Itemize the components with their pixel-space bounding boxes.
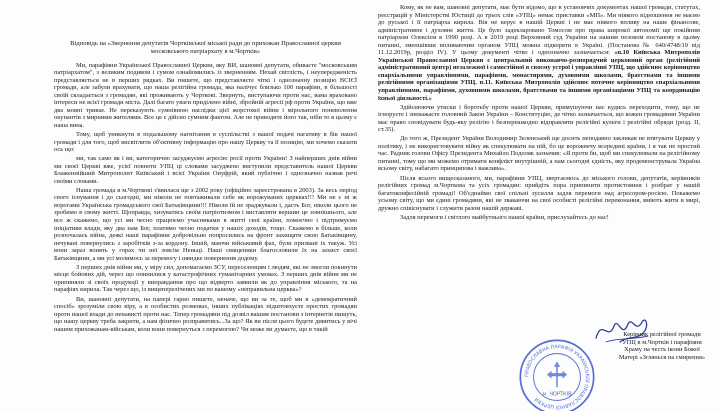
signature-line-3: Храму на честь ікони Божої [624, 346, 700, 354]
left-paragraph-6: Ви, шановні депутати, на папері гарно пишете, неначе, що ви за те, щоб ми в «демократичний спосіб» зрозуміли свою віру, а в особистих розмовах, інших публікаціях підштовхуєте простих громадян проти нашої влади до ненависті проти нас. Тепер громадяни під дозвіл вашим постанови з інтернетів пишуть, що нашу церкву треба закрити, а нам фізично розправитись...За що? Як ви після цього будете дивитись у вічі нашим прихожанам-військам, коли вони повернуться з перемогою? Чи може ви думаєте, що в такій [54, 295, 357, 333]
right-paragraph-1: Кому, як не вам, шановні депутати, має бути відомо, що в установчих документах нашої громади, статутах, реєстрацій у Міністерстві Юстиції до трьох слів «УПЦ» немає приставки «МП». Ми ніякого відношення не маємо до руської і її патріарха кирила. Вія не керує в нашій Церкві і не має ніякого впливу на наше фінансове, адміністративне і духовне життя. Це було задекларовано Томосом про права широкої автономії ще покійним патріархом Олексієм в 1990 році. А в 2019 році Верховний суд України на нашим позовом постанову в цьому питанні, зменшівши впливаючим органом УПЦ можна підкоряти в Україні. (Постанова № 640/4748/19 від 11.12.2019р, розділ IV). У цьому документі чітко і однозначно зазначається: «п.10 Київська Митрополія Української Православної Церкви є центральний виконавчо-розпорядчий церковний орган (релігійний адміністративний центр) незалежної і самостійної в своєму устрої і управлінні УПЦ, що здійснює керівництво єпархіальними управліннями, парафіями, монастирями, духовними школами, братствами та іншими релігійними організаціями УПЦ. п.11. Київська Митрополія здійснює поточне керівництво єпархіальними управліннями, парафіями, духовними школами, братствами та іншими організаціями УПЦ та координацію їхньої діяльності.» [378, 4, 700, 102]
document-title: Відповідь на «Звернення депутатів Чортківської міської ради до прихожан Православної церкви московського патріархату в м.Чортків» [70, 40, 341, 55]
signature-block [612, 331, 712, 361]
right-paragraph-3: До того ж, Президент України Володимир Зеленський ще досить неподавно закликав не втягувати Церкву у політику, і не використовувати війну як спекулювати на ній, бо це ворожнечу всередині країни, і я так не простий час. Радник голови Офісу Президента Михайло Подоляк зазначив: «Я проти би, щоб ми спекулювали на релігійному питанні, тому що ми можемо отримати конфлікт внутрішній, а нам сьогодні єдність, яку продемонструвала Україна всьому світу, набагато принципова і важлива». [378, 135, 700, 173]
signature-line-2: УПЦ в м.Чортків і парафіяни [622, 338, 702, 346]
right-column [378, 4, 700, 223]
right-paragraph-2: Здійснюючи утиски і боротьбу проти нашої Церкви, примушуючи нас кудись переходити, тому, що не ігноруєте і зневажаєте головний Закон України – Конституцію, де чітко зазначається, що кожен громадянин України має право сповідувати будь-яку релігію і безперешкодно відправляти релігійні культи і релігійні обряди (розд. II, ст.35). [378, 103, 700, 134]
church-seal-stamp [518, 338, 596, 411]
stamp-center-text: м. ЧОРТКІВ [542, 391, 572, 398]
left-paragraph-4: Наша громада в м.Чорткові з'явилася ще з 2002 року (офіційно зареєстрована в 2003). За весь період свого існування і до сьогодні, ми ніколи не повтаживали себе як ворожуваних церквах!!! Ми не є ні ж ворогами Українська громадського свої Батьківщини!!! Ніколи їй не зраджували і, дасть Бог, ніколи цього не зробимо в свому житті. Щоправда, хизуватись своїм патріотизмом і виставляти вершин це зовнішнього, але все ж скажемо, що усі ми чесно працюємо учасниками в житті свої країни, помоєчно і підтримуємо ініціативи влади, яку два нам Бог, платимо чесно податки у нашіх доходів, тощо. Скажемо в більше, коли розпочалась війна, деякі наші парафіяни добровільно попросились на фронт захищати свою Батьківщину, нечувані повернулись з заробітків з-за кордону. Іншій, маючи військовий фах, були призвані іх такуж. Усі вони зараз вонять у горах чи неї зовсім Неньці. Наші священики благословили їх на захист своєї Батьківщини, а ми усі молимось за перемогу і швидке повернення додому. [54, 186, 357, 262]
stamp-ring-text: ПРАВОСЛАВНА ПАРАФІЯ УКРАЇНСЬКОЇ ПРАВОСЛАВНОЇ ЦЕРКВИ [525, 345, 589, 409]
left-paragraph-3: ми, так само як і ви, категорично засуджуємо агресію росії проти України! З найперших днів війни ми своєї Церкві вже, усієї повноти УПЦ ці словами засуджено виступили представитель нашої Церкви Блаженнійший Митрополит Київський і всієї України Онуфрій, який публічно і однозначно назвав речі своїми словами. [54, 155, 357, 185]
left-paragraph-2: Тому, щоб уникнути в подальшому нагнітання в суспільстві з вашої подачі нагативу в бік нашої громади і для того, щоб висвітлити об'єктивну інформацію про нашу Церкву та її позицію, ми хочемо сказати ось що: [54, 131, 357, 154]
right-paragraph-5: Задля перемоги і світлого майбутнього нашої країни, прислухайтесь до нас! [400, 213, 609, 221]
signature-line-1: Керівник релігійної громади [623, 331, 701, 338]
right-paragraph-4: Після всього вищесказаного, ми, парафіяни УПЦ, звертаємось до міського голови, депутатів, керівників релігійних громад м.Чорткова та усіх громадян: прийдіть пора припинити протистояння і розбрат у нашій багатоконфесійній громаді! Об'єднаймо свої спільні зусилля задля перемоги над агресором-росією. Покажемо усьому світу, що ми єдині громадяни, які не звакаючи на свої особисті релігійні переконання, вміють жити в мирі, дружно співіснувати і служити разом нашій державі. [378, 174, 700, 212]
left-paragraph-1: Ми, парафіяни Української Православної Церкви, яку ВИ, шановні депутати, обиваєте "московським патріархатом", з великим подивом і сумом ознайомились із зверненням. Нехай світлість, і неупередженість представляється не в перших рядках. Ви пишете, що представляєте чіткі і однозначну позицію ВСІЄЇ громади, але забули врахувати, що наша релігійна громада, яка налічує близько 100 парафіян, в більшості своїй складається з громадян, які проживають у Чорткові. Звернуть, виступаючи проти нас, вама враховано інтереси не всієї громади міста. Далі багато уваги приділено війні, збройній агресії рф проти України, що вже два мовні тривае. Не переказують сумнівною наслідки цієї жорстокої війни і мірольного поневолення окупантів з мирними жителями. Все це є дійсно сумним фактом. Але не приводите його так, ніби то в цьому є наша вина. [54, 61, 357, 129]
left-paragraph-5: З перших днів війни ми, у міру сил, допомагаємо ЗСУ, переселенцям і людям, які не змогли покинути місце бойових дій, через що опинилися у катастрофічних гуманітарних умовах. З перших днів війни ми не припиняли зі своїх продукції у виправдання про що відверто заявили як до управління міського, та на парафіях кирила. Так через що, із вищеперелічених ми по вашому «неправильна церква»? [54, 263, 357, 294]
signature-line-4: Матері «Зглянься на смирення» [618, 353, 706, 361]
left-column [54, 4, 357, 335]
